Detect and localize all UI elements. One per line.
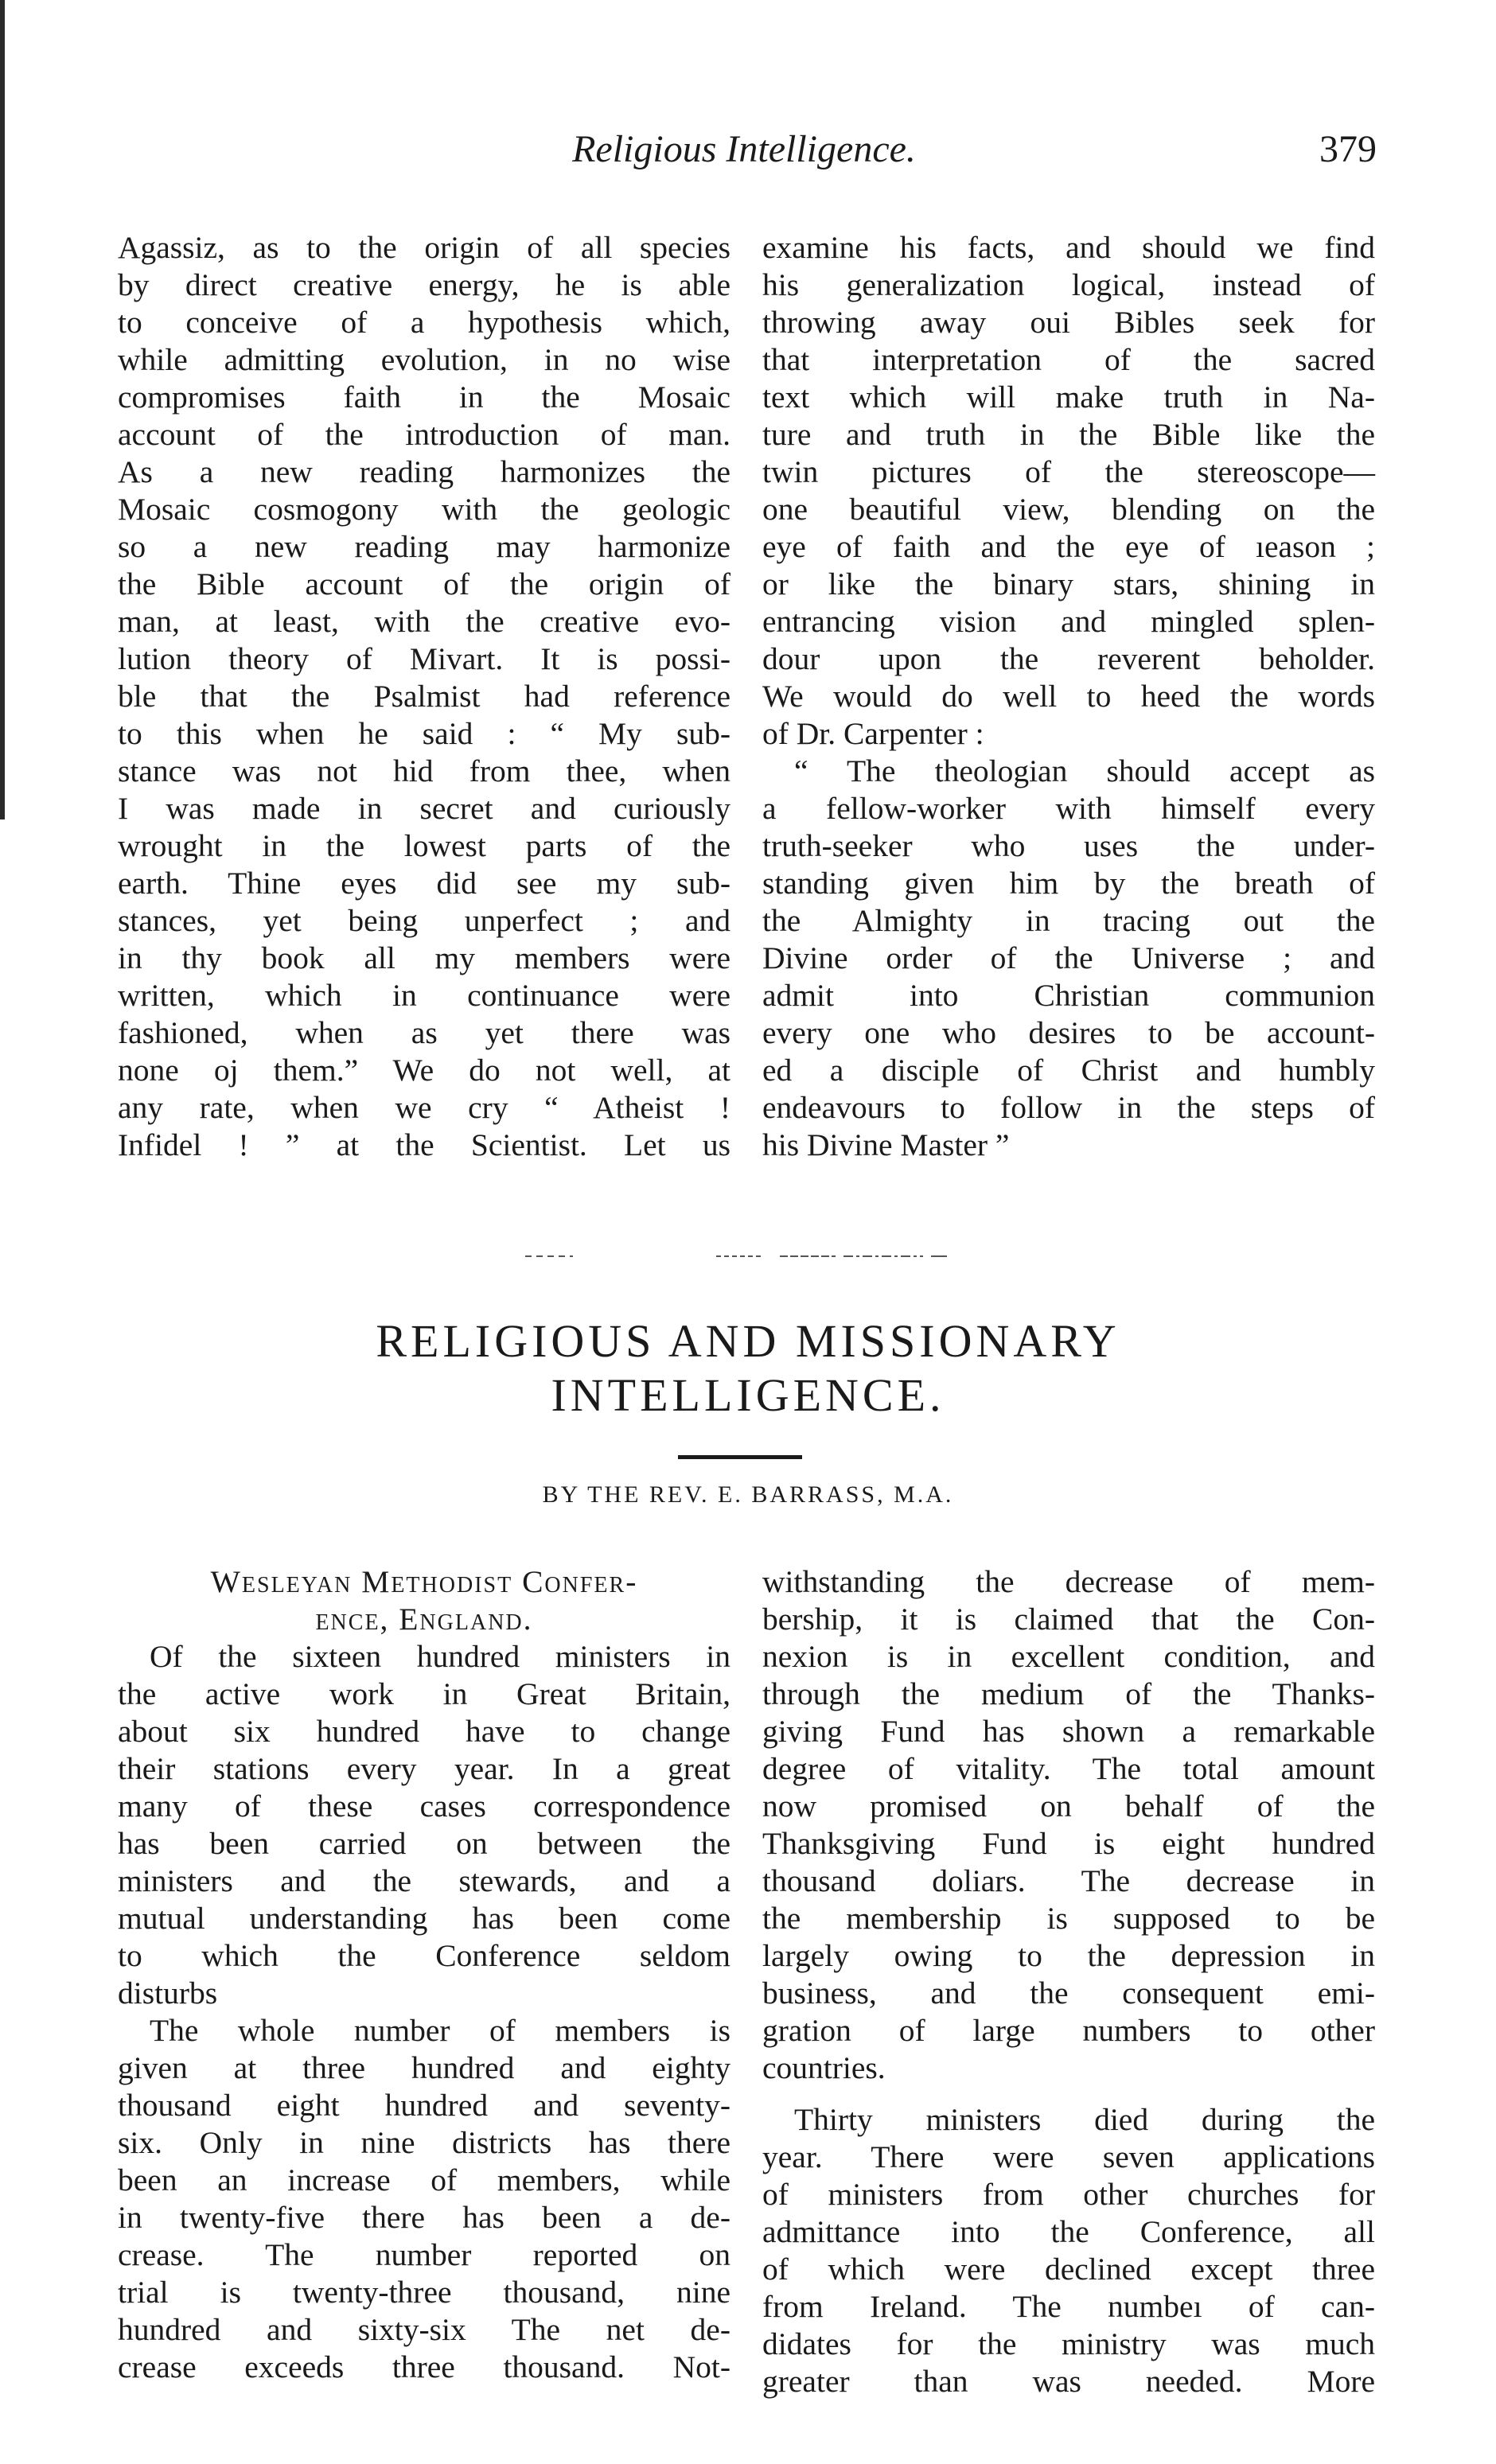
upper-left-column xyxy=(118,229,730,1164)
text-line: about six hundred have to change xyxy=(118,1714,730,1749)
text-line: greater than was needed. More xyxy=(762,2364,1375,2399)
text-line: admit into Christian communion xyxy=(762,978,1375,1013)
text-line: ministers and the stewards, and a xyxy=(118,1863,730,1898)
text-line: fashioned, when as yet there was xyxy=(118,1015,730,1050)
section-title xyxy=(111,1314,1385,1423)
text-line: stances, yet being unperfect ; and xyxy=(118,903,730,938)
text-line: examine his facts, and should we find xyxy=(762,230,1375,265)
byline: BY THE REV. E. BARRASS, M.A. xyxy=(542,1481,954,1508)
text-line: hundred and sixty-six The net de- xyxy=(118,2312,730,2347)
text-line: As a new reading harmonizes the xyxy=(118,454,730,489)
text-line: to this when he said : “ My sub- xyxy=(118,716,730,751)
text-line: while admitting evolution, in no wise xyxy=(118,342,730,377)
text-line: ble that the Psalmist had reference xyxy=(118,679,730,714)
text-line: of Dr. Carpenter : xyxy=(762,716,984,751)
text-line: Of the sixteen hundred ministers in xyxy=(150,1639,730,1674)
text-line: has been carried on between the xyxy=(118,1826,730,1861)
text-line: dour upon the reverent beholder. xyxy=(762,641,1375,676)
text-line: from Ireland. The numbeı of can- xyxy=(762,2289,1375,2324)
text-line: lution theory of Mivart. It is possi- xyxy=(118,641,730,676)
text-line: one beautiful view, blending on the xyxy=(762,492,1375,527)
text-line: to conceive of a hypothesis which, xyxy=(118,305,730,340)
text-line: The whole number of members is xyxy=(150,2013,730,2048)
text-line: six. Only in nine districts has there xyxy=(118,2125,730,2160)
text-line: withstanding the decrease of mem- xyxy=(762,1564,1375,1599)
text-line: business, and the consequent emi- xyxy=(762,1975,1375,2011)
section-ornament xyxy=(0,1245,1496,1271)
text-line: We would do well to heed the words xyxy=(762,679,1375,714)
page-edge-rule xyxy=(0,0,5,819)
text-line: ed a disciple of Christ and humbly xyxy=(762,1053,1375,1088)
text-line: man, at least, with the creative evo- xyxy=(118,604,730,639)
text-line: endeavours to follow in the steps of xyxy=(762,1090,1375,1125)
running-head xyxy=(111,126,1377,181)
text-line: his generalization logical, instead of xyxy=(762,267,1375,302)
text-line: giving Fund has shown a remarkable xyxy=(762,1714,1375,1749)
text-line: his Divine Master ” xyxy=(762,1127,1010,1162)
text-line: Divine order of the Universe ; and xyxy=(762,940,1375,975)
text-line: to which the Conference seldom xyxy=(118,1938,730,1973)
text-line: every one who desires to be account- xyxy=(762,1015,1375,1050)
text-line: many of these cases correspondence xyxy=(118,1789,730,1824)
page-number: 379 xyxy=(1319,128,1377,170)
text-line: admittance into the Conference, all xyxy=(762,2214,1375,2249)
section-title-line: RELIGIOUS AND MISSIONARY xyxy=(376,1315,1120,1367)
text-line: Mosaic cosmogony with the geologic xyxy=(118,492,730,527)
text-line: “ The theologian should accept as xyxy=(794,753,1375,788)
text-line: eye of faith and the eye of ıeason ; xyxy=(762,529,1375,564)
text-line: so a new reading may harmonize xyxy=(118,529,730,564)
text-line: trial is twenty-three thousand, nine xyxy=(118,2275,730,2310)
text-line: given at three hundred and eighty xyxy=(118,2050,730,2085)
text-line: or like the binary stars, shining in xyxy=(762,566,1375,601)
section-title-line: INTELLIGENCE. xyxy=(551,1369,945,1421)
lower-right-column xyxy=(762,1563,1375,2400)
text-line: none oj them.” We do not well, at xyxy=(118,1053,730,1088)
text-line: the Almighty in tracing out the xyxy=(762,903,1375,938)
text-line: wrought in the lowest parts of the xyxy=(118,828,730,863)
subhead: ence, England. xyxy=(315,1602,533,1637)
text-line: the Bible account of the origin of xyxy=(118,566,730,601)
text-line: largely owing to the depression in xyxy=(762,1938,1375,1973)
text-line: standing given him by the breath of xyxy=(762,866,1375,901)
text-line: ture and truth in the Bible like the xyxy=(762,417,1375,452)
text-line: gration of large numbers to other xyxy=(762,2013,1375,2048)
text-line: by direct creative energy, he is able xyxy=(118,267,730,302)
text-line: now promised on behalf of the xyxy=(762,1789,1375,1824)
running-title: Religious Intelligence. xyxy=(572,128,916,170)
text-line: Thanksgiving Fund is eight hundred xyxy=(762,1826,1375,1861)
upper-right-column xyxy=(762,229,1375,1164)
text-line: throwing away oui Bibles seek for xyxy=(762,305,1375,340)
text-line: disturbs xyxy=(118,1975,218,2011)
text-line: thousand eight hundred and seventy- xyxy=(118,2088,730,2123)
text-line: their stations every year. In a great xyxy=(118,1751,730,1786)
text-line: mutual understanding has been come xyxy=(118,1901,730,1936)
text-line: a fellow-worker with himself every xyxy=(762,791,1375,826)
text-line: written, which in continuance were xyxy=(118,978,730,1013)
text-line: twin pictures of the stereoscope— xyxy=(762,454,1375,489)
text-line: didates for the ministry was much xyxy=(762,2326,1375,2361)
text-line: any rate, when we cry “ Atheist ! xyxy=(118,1090,730,1125)
ornament-rule-icon xyxy=(525,1248,971,1264)
text-line: through the medium of the Thanks- xyxy=(762,1676,1375,1711)
text-line: degree of vitality. The total amount xyxy=(762,1751,1375,1786)
text-line: in thy book all my members were xyxy=(118,940,730,975)
text-line: in twenty-five there has been a de- xyxy=(118,2200,730,2235)
text-line: Thirty ministers died during the xyxy=(794,2102,1375,2137)
text-line: compromises faith in the Mosaic xyxy=(118,380,730,415)
text-line: the active work in Great Britain, xyxy=(118,1676,730,1711)
title-rule xyxy=(678,1455,802,1459)
text-line: Agassiz, as to the origin of all species xyxy=(118,230,730,265)
text-line: been an increase of members, while xyxy=(118,2162,730,2197)
text-line: the membership is supposed to be xyxy=(762,1901,1375,1936)
text-line: I was made in secret and curiously xyxy=(118,791,730,826)
text-line: year. There were seven applications xyxy=(762,2139,1375,2174)
text-line: stance was not hid from thee, when xyxy=(118,753,730,788)
text-line: account of the introduction of man. xyxy=(118,417,730,452)
text-line: of ministers from other churches for xyxy=(762,2177,1375,2212)
text-line: countries. xyxy=(762,2050,886,2085)
text-line: nexion is in excellent condition, and xyxy=(762,1639,1375,1674)
text-line: crease. The number reported on xyxy=(118,2237,730,2272)
lower-left-column xyxy=(118,1563,730,2386)
subhead: Wesleyan Methodist Confer- xyxy=(210,1564,638,1599)
text-line: entrancing vision and mingled splen- xyxy=(762,604,1375,639)
text-line: earth. Thine eyes did see my sub- xyxy=(118,866,730,901)
text-line: that interpretation of the sacred xyxy=(762,342,1375,377)
text-line: of which were declined except three xyxy=(762,2252,1375,2287)
text-line: thousand doliars. The decrease in xyxy=(762,1863,1375,1898)
text-line: crease exceeds three thousand. Not- xyxy=(118,2349,730,2384)
text-line: truth-seeker who uses the under- xyxy=(762,828,1375,863)
text-line: bership, it is claimed that the Con- xyxy=(762,1602,1375,1637)
text-line: text which will make truth in Na- xyxy=(762,380,1375,415)
text-line: Infidel ! ” at the Scientist. Let us xyxy=(118,1127,730,1162)
